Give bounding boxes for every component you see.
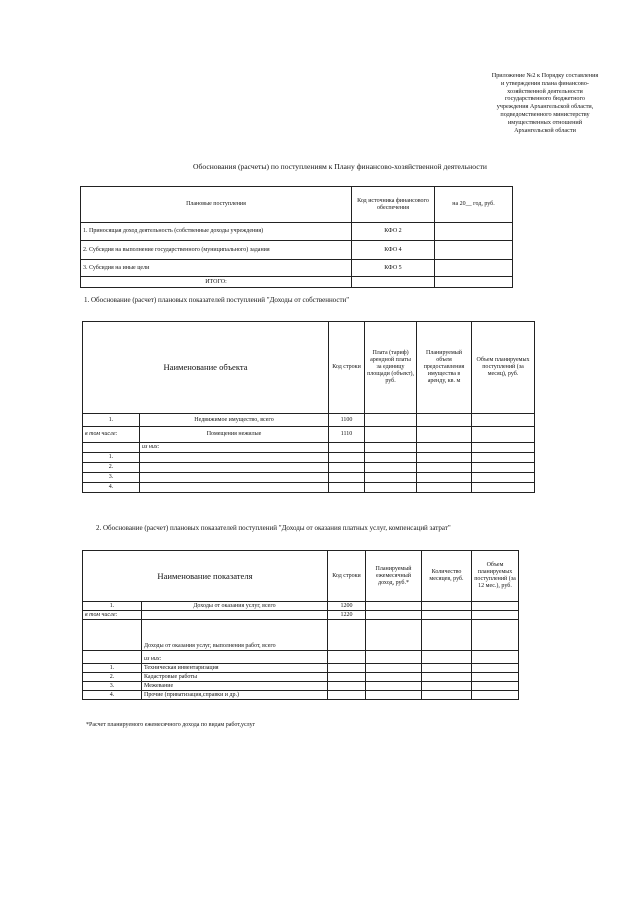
cell[interactable] <box>472 664 519 673</box>
row-num: 3. <box>83 682 142 691</box>
cell[interactable] <box>366 664 422 673</box>
cell <box>142 611 328 620</box>
header-object-name: Наименование объекта <box>83 322 329 414</box>
header-planned: Плановые поступления <box>81 187 352 223</box>
cell[interactable] <box>422 682 472 691</box>
cell[interactable] <box>422 620 472 651</box>
summary-total-label: ИТОГО: <box>81 277 352 288</box>
row-name: Помещения нежилые <box>140 427 329 443</box>
cell[interactable] <box>417 443 472 453</box>
cell[interactable] <box>422 664 472 673</box>
cell[interactable] <box>365 473 417 483</box>
cell[interactable] <box>422 602 472 611</box>
cell[interactable] <box>472 651 519 664</box>
header-rent-area: Планируемый объем предоставления имущества в аренду, кв. м <box>417 322 472 414</box>
cell[interactable] <box>472 691 519 700</box>
row-num: 1. <box>83 414 140 427</box>
cell[interactable] <box>365 483 417 493</box>
summary-table <box>80 186 513 288</box>
summary-total-code <box>352 277 435 288</box>
header-note-line: подведомственного министерству <box>500 110 590 118</box>
cell[interactable] <box>472 414 535 427</box>
row-num: 2. <box>83 463 140 473</box>
cell[interactable] <box>366 611 422 620</box>
cell[interactable] <box>417 427 472 443</box>
cell[interactable] <box>140 483 329 493</box>
summary-total-value[interactable] <box>435 277 513 288</box>
header-months: Количество месяцев, руб. <box>422 551 472 602</box>
cell[interactable] <box>422 691 472 700</box>
header-note-line: и утверждения плана финансово- <box>501 79 589 87</box>
summary-row-value[interactable] <box>435 260 513 277</box>
cell[interactable] <box>329 473 365 483</box>
cell[interactable] <box>365 427 417 443</box>
section2-title: 2. Обоснование (расчет) плановых показателей поступлений "Доходы от оказания платных услуг, компенсаций затрат" <box>96 524 451 532</box>
cell[interactable] <box>328 682 366 691</box>
cell[interactable] <box>140 453 329 463</box>
cell[interactable] <box>329 483 365 493</box>
cell[interactable] <box>472 682 519 691</box>
page-title: Обоснования (расчеты) по поступлениям к Плану финансово-хозяйственной деятельности <box>193 162 487 171</box>
cell[interactable] <box>422 673 472 682</box>
cell[interactable] <box>365 414 417 427</box>
cell[interactable] <box>329 463 365 473</box>
row-num: 1. <box>83 664 142 673</box>
header-row-code: Код строки <box>329 322 365 414</box>
cell <box>83 443 140 453</box>
cell[interactable] <box>472 620 519 651</box>
cell[interactable] <box>472 443 535 453</box>
cell[interactable] <box>328 664 366 673</box>
cell[interactable] <box>366 651 422 664</box>
cell <box>83 620 142 651</box>
row-num: 2. <box>83 673 142 682</box>
row-num: 3. <box>83 473 140 483</box>
header-note-line: государственного бюджетного <box>505 95 585 103</box>
header-note-line: Архангельской области <box>514 126 576 134</box>
cell[interactable] <box>328 691 366 700</box>
footnote: *Расчет планируемого ежемесячного дохода по видам работ,услуг <box>86 722 256 728</box>
row-name: Техническая инвентаризация <box>142 664 328 673</box>
row-code: 1100 <box>329 414 365 427</box>
summary-row-name: 2. Субсидия на выполнение государственного (муниципального) задания <box>81 241 352 260</box>
cell[interactable] <box>472 483 535 493</box>
row-code: 1220 <box>328 611 366 620</box>
summary-row-code: КФО 2 <box>352 223 435 241</box>
cell[interactable] <box>472 427 535 443</box>
cell[interactable] <box>422 651 472 664</box>
cell[interactable] <box>422 611 472 620</box>
row-name: Прочие (приватизация,справки и др.) <box>142 691 328 700</box>
summary-row-name: 1. Приносящая доход деятельность (собственные доходы учреждения) <box>81 223 352 241</box>
header-year: на 20__ год, руб. <box>435 187 513 223</box>
header-note-line: учреждения Архангельской области, <box>496 103 594 111</box>
header-row-code: Код строки <box>328 551 366 602</box>
header-indicator-name: Наименование показателя <box>83 551 328 602</box>
cell[interactable] <box>140 473 329 483</box>
row-label: из них: <box>142 651 328 664</box>
cell[interactable] <box>366 673 422 682</box>
header-note-line: имущественных отношений <box>507 118 583 126</box>
row-num: 1. <box>83 453 140 463</box>
row-num: 4. <box>83 691 142 700</box>
cell[interactable] <box>417 453 472 463</box>
cell[interactable] <box>366 691 422 700</box>
row-label: в том числе: <box>83 611 142 620</box>
row-num: 4. <box>83 483 140 493</box>
cell[interactable] <box>328 651 366 664</box>
cell[interactable] <box>417 463 472 473</box>
row-label: в том числе: <box>83 427 140 443</box>
property-income-table <box>82 321 535 493</box>
cell <box>83 651 142 664</box>
cell[interactable] <box>365 443 417 453</box>
row-name: Кадастровые работы <box>142 673 328 682</box>
header-rent-fee: Плата (тариф) арендной платы за единицу площади (объект), руб. <box>365 322 417 414</box>
summary-row-value[interactable] <box>435 223 513 241</box>
header-monthly-income: Объем планируемых поступлений (за месяц), руб. <box>472 322 535 414</box>
cell[interactable] <box>472 611 519 620</box>
header-note <box>470 72 620 134</box>
cell[interactable] <box>472 463 535 473</box>
cell[interactable] <box>328 620 366 651</box>
row-name: Доходы от оказания услуг, всего <box>142 602 328 611</box>
cell[interactable] <box>472 602 519 611</box>
header-yearly-income: Объем планируемых поступлений (за 12 мес.), руб. <box>472 551 519 602</box>
row-name: Доходы от оказания услуг, выполнения работ, всего <box>142 620 328 651</box>
cell[interactable] <box>329 453 365 463</box>
cell[interactable] <box>366 620 422 651</box>
header-note-line: хозяйственной деятельности <box>507 87 583 95</box>
row-code: 1200 <box>328 602 366 611</box>
row-num: 1. <box>83 602 142 611</box>
row-name: Межевание <box>142 682 328 691</box>
cell[interactable] <box>140 463 329 473</box>
cell[interactable] <box>472 473 535 483</box>
cell[interactable] <box>365 453 417 463</box>
header-monthly-income: Планируемый ежемесячный доход, руб.* <box>366 551 422 602</box>
row-label: из них: <box>140 443 329 453</box>
cell[interactable] <box>366 682 422 691</box>
cell[interactable] <box>329 443 365 453</box>
summary-row-value[interactable] <box>435 241 513 260</box>
cell[interactable] <box>417 473 472 483</box>
section1-title: 1. Обоснование (расчет) плановых показателей поступлений "Доходы от собственности" <box>84 296 350 304</box>
summary-row-code: КФО 4 <box>352 241 435 260</box>
header-source-code: Код источника финансового обеспечения <box>352 187 435 223</box>
header-note-line: Приложение №2 к Порядку составления <box>491 72 599 79</box>
cell[interactable] <box>417 483 472 493</box>
cell[interactable] <box>472 453 535 463</box>
summary-row-name: 3. Субсидия на иные цели <box>81 260 352 277</box>
cell[interactable] <box>366 602 422 611</box>
row-name: Недвижимое имущество, всего <box>140 414 329 427</box>
cell[interactable] <box>417 414 472 427</box>
row-code: 1110 <box>329 427 365 443</box>
cell[interactable] <box>472 673 519 682</box>
services-income-table <box>82 550 519 700</box>
cell[interactable] <box>365 463 417 473</box>
cell[interactable] <box>328 673 366 682</box>
summary-row-code: КФО 5 <box>352 260 435 277</box>
